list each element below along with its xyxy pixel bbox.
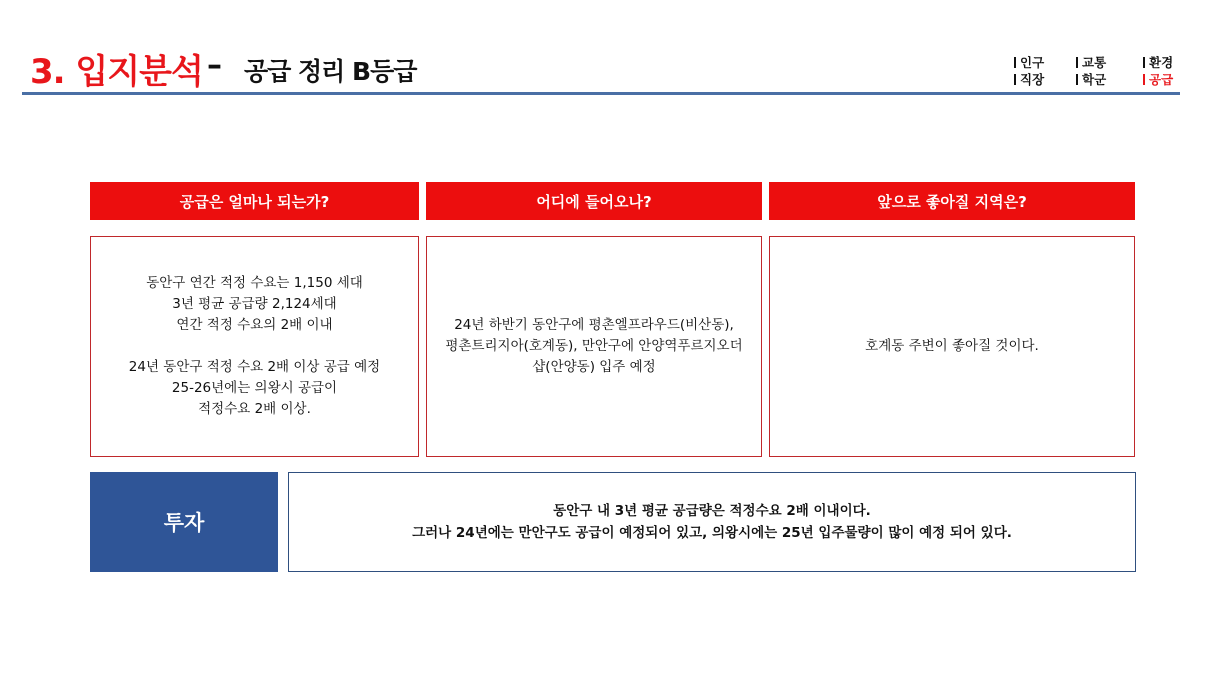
section-title: 3. 입지분석 <box>30 52 203 92</box>
nav-item-school[interactable]: 학군 <box>1076 71 1106 88</box>
text-line: 24년 동안구 적정 수요 2배 이상 공급 예정 <box>128 359 381 375</box>
nav-item-supply[interactable]: 공급 <box>1143 71 1173 88</box>
content-supply-amount <box>90 236 419 457</box>
text-line: 24년 하반기 동안구에 평촌엘프라우드(비산동), <box>454 317 734 333</box>
heading-improving-area: 앞으로 좋아질 지역은? <box>769 182 1135 220</box>
invest-line: 동안구 내 3년 평균 공급량은 적정수요 2배 이내이다. <box>553 503 871 519</box>
text-line: 25-26년에는 의왕시 공급이 <box>171 380 338 396</box>
nav-item-jobs[interactable]: 직장 <box>1014 71 1044 88</box>
nav-column-3 <box>1143 54 1173 88</box>
text-line: 샵(안양동) 입주 예정 <box>532 359 656 375</box>
improving-area-text <box>865 336 1039 357</box>
title-area <box>22 40 1180 90</box>
supply-amount-text <box>129 273 380 420</box>
title-dash: – <box>207 48 222 83</box>
nav-column-1 <box>1014 54 1044 88</box>
text-gap <box>129 336 380 357</box>
header-divider <box>22 92 1180 95</box>
invest-summary <box>288 472 1136 572</box>
content-where <box>426 236 762 457</box>
text-line: 동안구 연간 적정 수요는 1,150 세대 <box>146 275 363 291</box>
text-line: 연간 적정 수요의 2배 이내 <box>176 317 333 333</box>
text-line: 3년 평균 공급량 2,124세대 <box>172 296 337 312</box>
nav-item-environment[interactable]: 환경 <box>1143 54 1173 71</box>
text-line: 적정수요 2배 이상. <box>198 401 311 417</box>
invest-label: 투자 <box>90 472 278 572</box>
where-text <box>445 315 742 378</box>
nav-item-transport[interactable]: 교통 <box>1076 54 1106 71</box>
page-subtitle: 공급 정리 B등급 <box>244 57 417 86</box>
heading-supply-amount: 공급은 얼마나 되는가? <box>90 182 419 220</box>
heading-where: 어디에 들어오나? <box>426 182 762 220</box>
text-line: 호계동 주변이 좋아질 것이다. <box>865 338 1039 354</box>
nav-column-2 <box>1076 54 1106 88</box>
content-improving-area <box>769 236 1135 457</box>
nav-item-population[interactable]: 인구 <box>1014 54 1044 71</box>
text-line: 평촌트리지아(호계동), 만안구에 안양역푸르지오더 <box>445 338 743 354</box>
invest-line: 그러나 24년에는 만안구도 공급이 예정되어 있고, 의왕시에는 25년 입주물량이 많이 예정 되어 있다. <box>412 525 1012 541</box>
